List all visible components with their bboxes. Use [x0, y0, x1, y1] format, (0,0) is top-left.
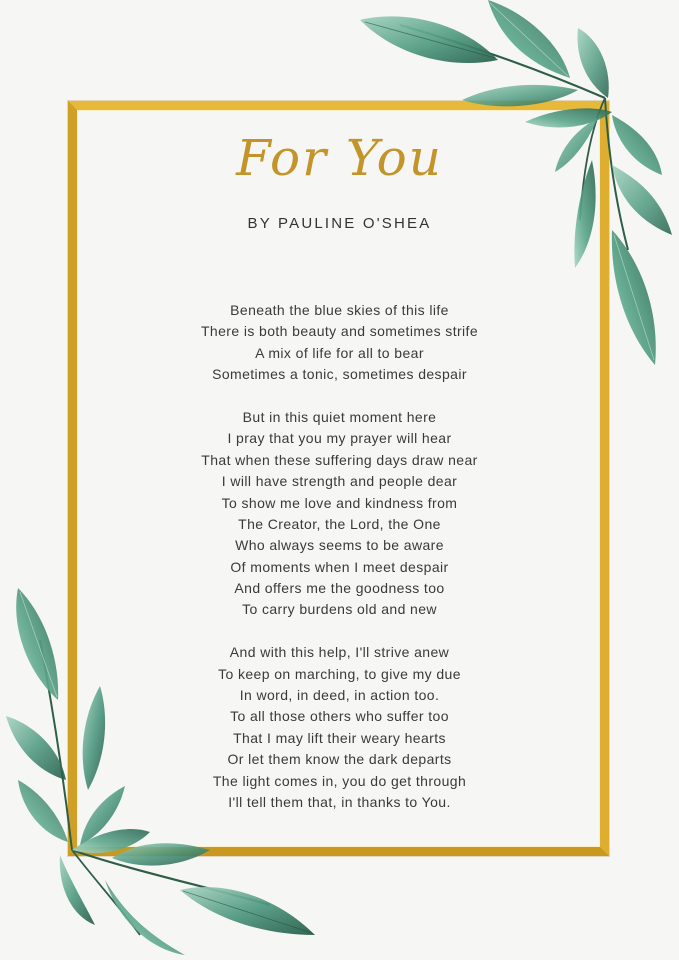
- poem-stanza-2: [0, 407, 679, 621]
- poem-byline: BY PAULINE O'SHEA: [247, 215, 432, 232]
- poem-line: I'll tell them that, in thanks to You.: [228, 793, 451, 810]
- poem-line: Of moments when I meet despair: [230, 558, 449, 575]
- poem-line: The light comes in, you do get through: [212, 772, 467, 789]
- poem-title: For You: [236, 129, 443, 187]
- poem-line: There is both beauty and sometimes strife: [200, 323, 479, 340]
- poem-line: A mix of life for all to bear: [255, 344, 424, 361]
- poem-line: But in this quiet moment here: [242, 408, 437, 425]
- poem-stanza-1: [0, 300, 679, 386]
- poem-line: And with this help, I'll strive anew: [229, 644, 450, 661]
- poem-line: To show me love and kindness from: [221, 494, 458, 511]
- poem-line: Sometimes a tonic, sometimes despair: [212, 366, 467, 383]
- poem-line: The Creator, the Lord, the One: [238, 515, 441, 532]
- poem-line: Or let them know the dark departs: [227, 751, 452, 768]
- poem-line: To all those others who suffer too: [230, 708, 449, 725]
- poem-line: That when these suffering days draw near: [201, 451, 478, 468]
- poem-line: And offers me the goodness too: [234, 580, 445, 597]
- poem-stanza-3: [0, 642, 679, 813]
- poem-line: In word, in deed, in action too.: [239, 687, 440, 704]
- poem-line: To keep on marching, to give my due: [218, 665, 461, 682]
- poem-line: Who always seems to be aware: [235, 537, 444, 554]
- poem-body: [0, 300, 679, 835]
- poem-line: To carry burdens old and new: [242, 601, 437, 618]
- poem-line: I will have strength and people dear: [221, 473, 458, 490]
- poem-line: That I may lift their weary hearts: [233, 729, 446, 746]
- poem-line: I pray that you my prayer will hear: [227, 430, 452, 447]
- poem-line: Beneath the blue skies of this life: [230, 302, 449, 318]
